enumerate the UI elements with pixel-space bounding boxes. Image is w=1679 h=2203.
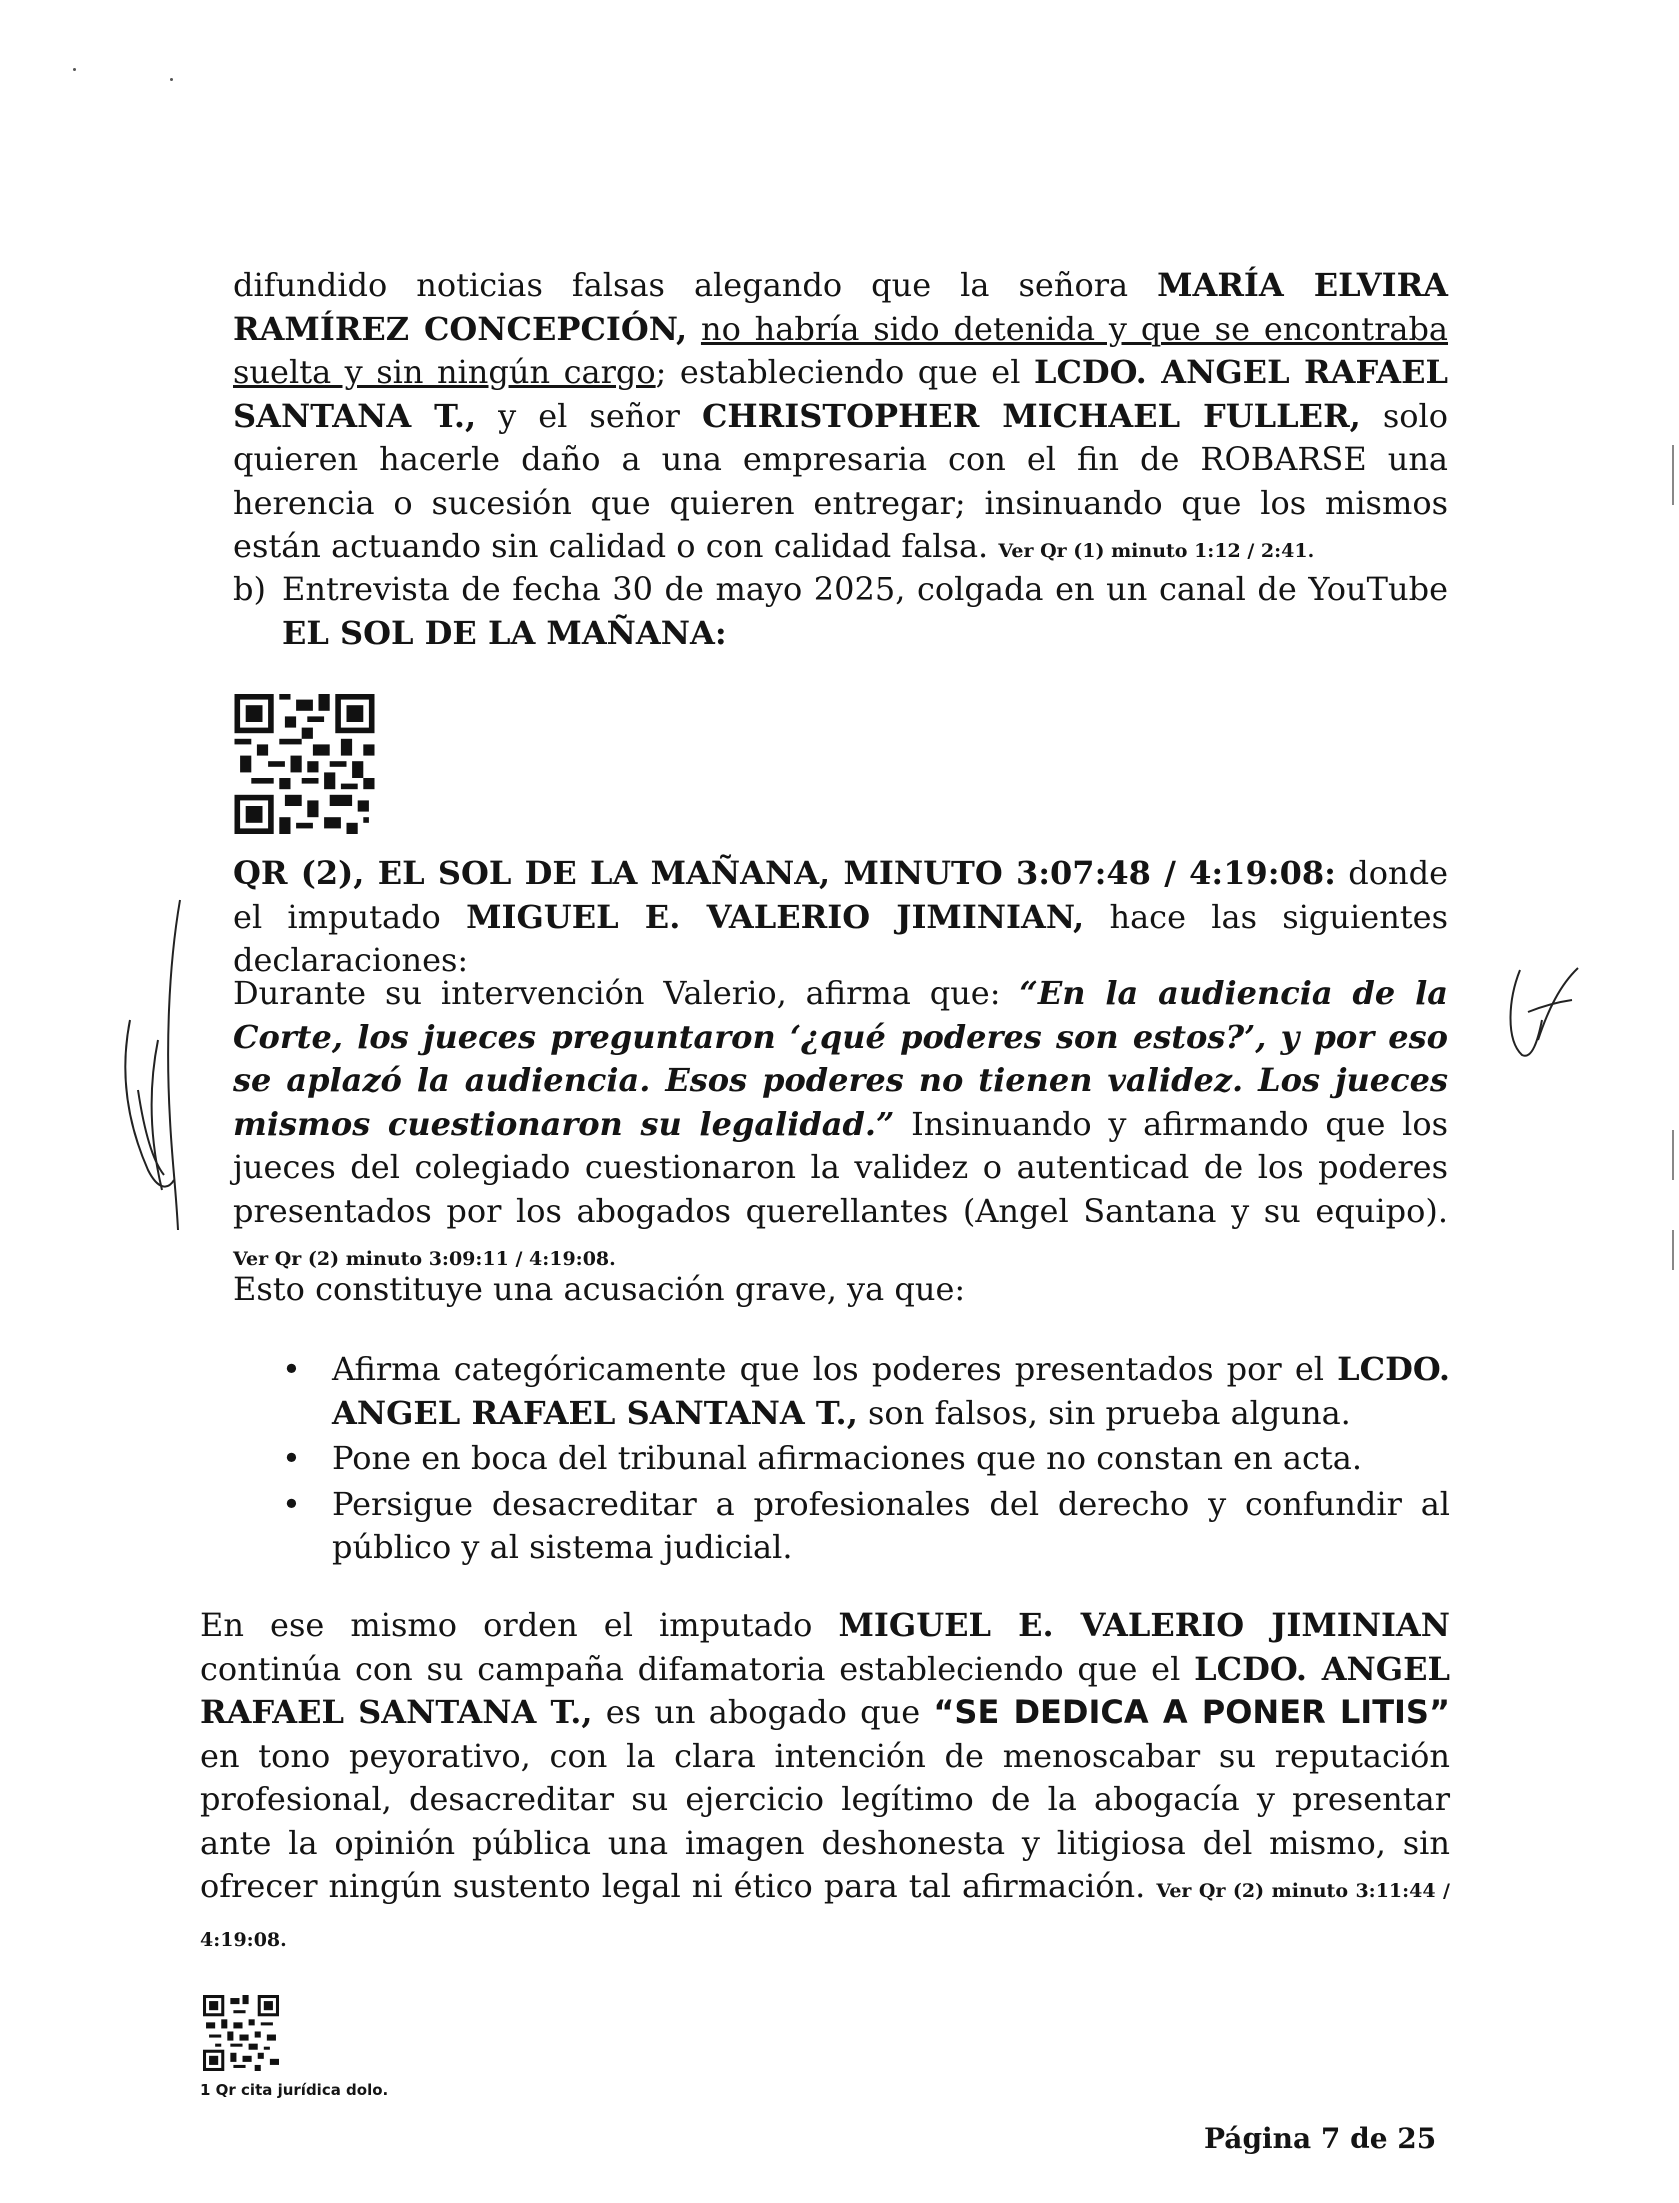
- qr-code-icon: [203, 1993, 279, 2073]
- text: hace las siguientes declaraciones:: [233, 897, 1449, 979]
- qr-reference: Ver Qr (2) minuto 3:09:11 / 4:19:08.: [233, 1248, 616, 1270]
- bullet-icon: •: [282, 1484, 301, 1523]
- qr-reference: Ver Qr (1) minuto 1:12 / 2:41.: [998, 540, 1315, 562]
- scan-speck: [73, 68, 76, 71]
- underlined-claim: no habría sido detenida y que se encontraba suelta y sin ningún cargo: [233, 309, 1449, 391]
- channel-name: EL SOL DE LA MAÑANA:: [282, 613, 727, 652]
- list-item: [282, 1483, 1450, 1570]
- qr-code-2: [233, 694, 376, 834]
- text: solo quieren hacerle daño a una empresaria con el fin de ROBARSE una herencia o sucesión que quieren entregar; insinuando que los mismos están actuando sin calidad o con calidad falsa.: [233, 396, 1449, 565]
- paragraph-accusation: Esto constituye una acusación grave, ya que:: [233, 1270, 966, 1308]
- name-angel-santana: LCDO. ANGEL RAFAEL SANTANA T.,: [200, 1649, 1451, 1731]
- paragraph-qr2: [233, 852, 1448, 983]
- qr-code-1: [203, 1993, 279, 2073]
- scan-speck: [170, 78, 173, 81]
- text: son falsos, sin prueba alguna.: [857, 1393, 1351, 1432]
- text: [687, 310, 701, 348]
- text: difundido noticias falsas alegando que la señora: [233, 266, 1158, 304]
- scan-edge-mark: [1672, 1130, 1674, 1180]
- page-number: Página 7 de 25: [1204, 2122, 1437, 2155]
- name-miguel-valerio: MIGUEL E. VALERIO JIMINIAN: [838, 1606, 1450, 1644]
- text: Entrevista de fecha 30 de mayo 2025, colgada en un canal de YouTube: [282, 570, 1448, 608]
- text: donde el imputado: [233, 854, 1449, 936]
- name-angel-santana: LCDO. ANGEL RAFAEL SANTANA T.,: [332, 1350, 1450, 1432]
- bullet-list: [282, 1348, 1450, 1572]
- text: Durante su intervención Valerio, afirma que:: [233, 974, 1020, 1012]
- scan-edge-mark: [1672, 445, 1674, 505]
- text: ; estableciendo que el: [655, 353, 1034, 391]
- text: Insinuando y afirmando que los jueces del colegiado cuestionaron la validez o autenticad de los poderes presentados por los abogados querellantes (Angel Santana y su equipo).: [233, 1104, 1448, 1230]
- scan-edge-mark: [1672, 1230, 1674, 1270]
- text: Afirma categóricamente que los poderes presentados por el: [332, 1350, 1338, 1388]
- footnote: 1 Qr cita jurídica dolo.: [200, 2081, 389, 2099]
- text: y el señor: [476, 396, 702, 435]
- signature-mark-right: [1498, 960, 1588, 1070]
- text: es un abogado que: [592, 1693, 934, 1731]
- text: Pone en boca del tribunal afirmaciones que no constan en acta.: [332, 1439, 1362, 1477]
- text: Persigue desacreditar a profesionales del derecho y confundir al público y al sistema judicial.: [332, 1484, 1450, 1566]
- bullet-icon: •: [282, 1439, 301, 1477]
- text: En ese mismo orden el imputado: [200, 1606, 839, 1644]
- paragraph-b: [282, 568, 1448, 655]
- bullet-icon: •: [282, 1350, 301, 1388]
- signature-mark-left: [118, 890, 198, 1240]
- paragraph-campaign: [200, 1604, 1450, 1962]
- list-item: [282, 1348, 1450, 1435]
- name-christopher-fuller: CHRISTOPHER MICHAEL FULLER,: [701, 396, 1361, 435]
- name-angel-santana: LCDO. ANGEL RAFAEL SANTANA T.,: [233, 353, 1448, 435]
- text: en tono peyorativo, con la clara intención de menoscabar su reputación profesional, desacreditar su ejercicio legítimo de la abogacía y presentar ante la opinión pública una imagen deshonesta y litigiosa del mismo, sin ofrecer ningún sustento legal ni ético para tal afirmación.: [200, 1736, 1450, 1905]
- text: continúa con su campaña difamatoria estableciendo que el: [200, 1649, 1195, 1688]
- name-miguel-valerio: MIGUEL E. VALERIO JIMINIAN,: [466, 897, 1085, 936]
- list-label-b: b): [233, 570, 266, 608]
- quoted-phrase: “SE DEDICA A PONER LITIS”: [933, 1693, 1451, 1731]
- list-item: [282, 1437, 1450, 1481]
- qr-code-icon: [233, 694, 376, 834]
- qr2-heading: QR (2), EL SOL DE LA MAÑANA, MINUTO 3:07:48 / 4:19:08:: [233, 854, 1336, 892]
- quoted-statement: “En la audiencia de la Corte, los jueces preguntaron ‘¿qué poderes son estos?’, y por eso se aplazó la audiencia. Esos poderes no tienen validez. Los jueces mismos cuestionaron su legalidad.”: [233, 974, 1449, 1143]
- qr-reference: Ver Qr (2) minuto 3:11:44 / 4:19:08.: [200, 1880, 1450, 1951]
- paragraph-1: [233, 264, 1448, 574]
- name-maria-elvira: MARÍA ELVIRA RAMÍREZ CONCEPCIÓN,: [233, 266, 1448, 348]
- paragraph-intervention: [233, 972, 1448, 1282]
